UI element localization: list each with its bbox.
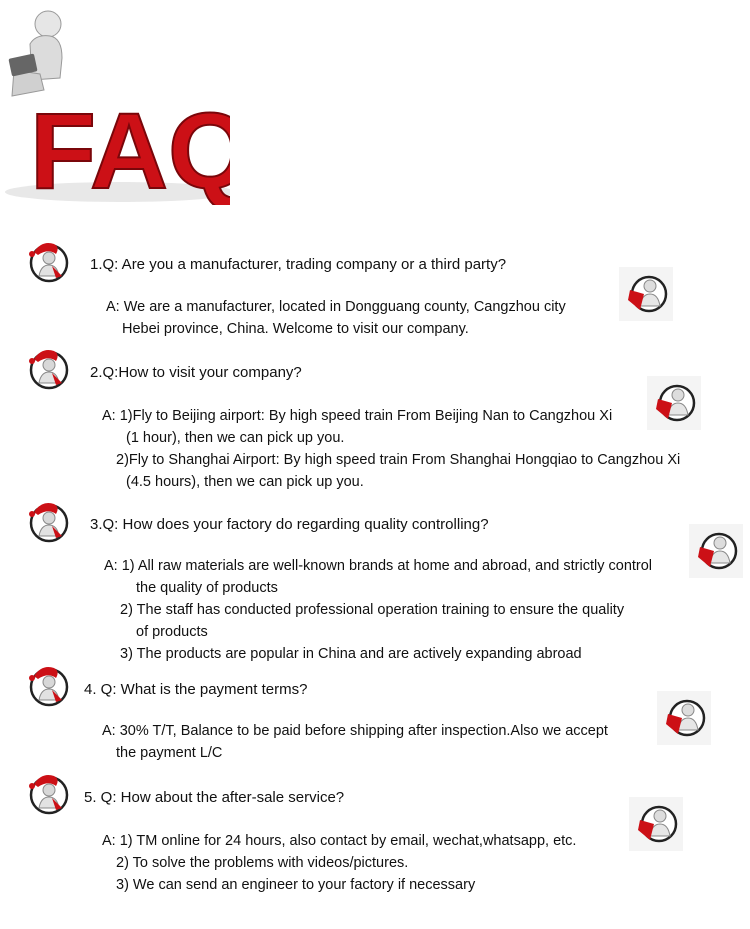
faq-logo-text: FAQ: [30, 90, 230, 205]
question-icon: [26, 238, 72, 284]
answer-icon: [656, 690, 712, 746]
question-icon: [26, 662, 72, 708]
answer-line: A: 1) All raw materials are well-known brands at home and abroad, and strictly control: [104, 558, 653, 574]
answer-line: the quality of products: [136, 580, 278, 596]
faq-answer-2: [102, 405, 680, 493]
faq-answer-4: [102, 720, 608, 764]
answer-line: 3) We can send an engineer to your factory if necessary: [116, 877, 476, 893]
answer-line: Hebei province, China. Welcome to visit our company.: [122, 321, 469, 337]
answer-line: 2)Fly to Shanghai Airport: By high speed train From Shanghai Hongqiao to Cangzhou Xi: [116, 452, 681, 468]
faq-answer-3: [104, 555, 652, 665]
question-icon: [26, 345, 72, 391]
faq-answer-1: [106, 296, 566, 340]
answer-icon: [688, 523, 744, 579]
answer-line: the payment L/C: [116, 745, 223, 761]
answer-line: 3) The products are popular in China and are actively expanding abroad: [120, 646, 582, 662]
faq-answer-5: [102, 830, 576, 896]
answer-line: of products: [136, 624, 208, 640]
answer-icon: [628, 796, 684, 852]
answer-line: 2) The staff has conducted professional operation training to ensure the quality: [120, 602, 625, 618]
faq-logo: [0, 0, 230, 205]
answer-line: A: 1) TM online for 24 hours, also contact by email, wechat,whatsapp, etc.: [102, 833, 577, 849]
faq-question-5: 5. Q: How about the after-sale service?: [84, 789, 345, 806]
answer-line: A: 1)Fly to Beijing airport: By high speed train From Beijing Nan to Cangzhou Xi: [102, 408, 613, 424]
faq-logo-graphic: [0, 0, 230, 205]
faq-question-1: 1.Q: Are you a manufacturer, trading company or a third party?: [90, 256, 507, 273]
question-icon: [26, 498, 72, 544]
faq-question-4: 4. Q: What is the payment terms?: [84, 681, 308, 698]
answer-line: A: We are a manufacturer, located in Dongguang county, Cangzhou city: [106, 299, 566, 315]
answer-icon: [618, 266, 674, 322]
answer-line: (4.5 hours), then we can pick up you.: [126, 474, 364, 490]
answer-line: 2) To solve the problems with videos/pictures.: [116, 855, 409, 871]
faq-question-3: 3.Q: How does your factory do regarding quality controlling?: [90, 516, 489, 533]
answer-line: (1 hour), then we can pick up you.: [126, 430, 345, 446]
faq-question-2: 2.Q:How to visit your company?: [90, 364, 302, 381]
question-icon: [26, 770, 72, 816]
answer-line: A: 30% T/T, Balance to be paid before shipping after inspection.Also we accept: [102, 723, 608, 739]
